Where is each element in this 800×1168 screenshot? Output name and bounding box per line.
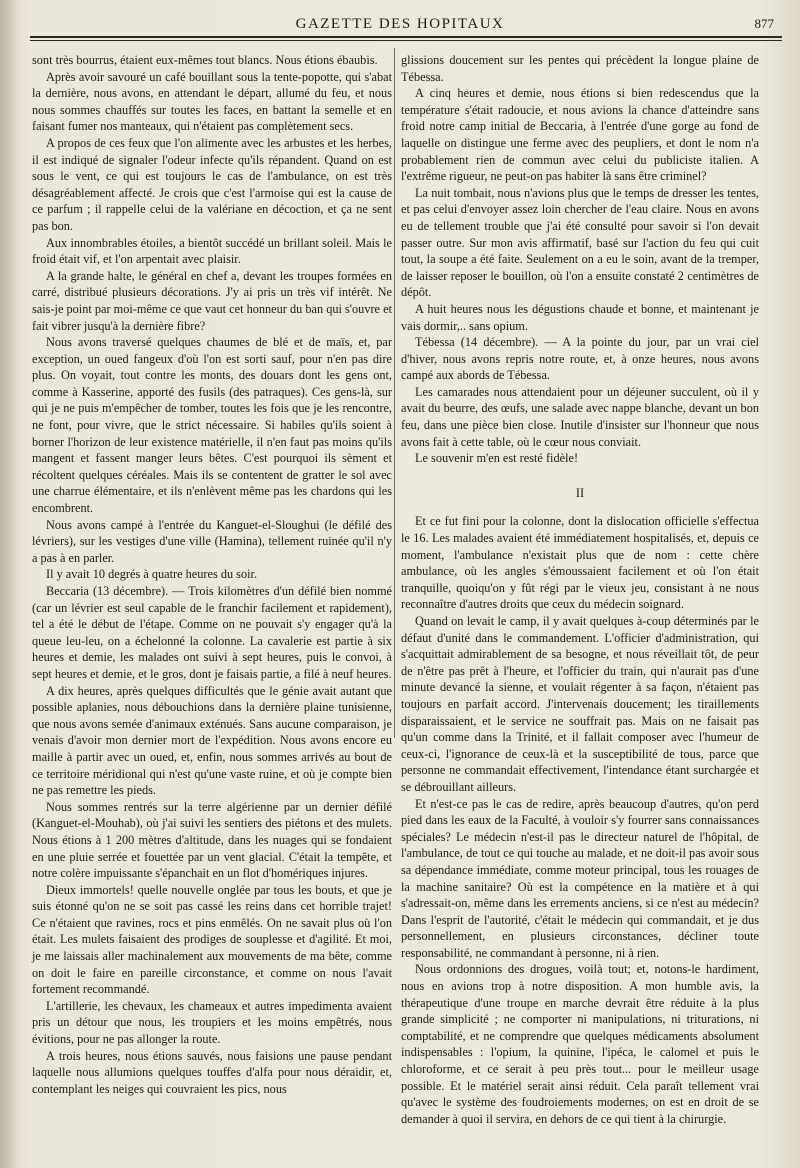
paragraph: A propos de ces feux que l'on alimente avec les arbustes et les herbes, il est indiqué de signaler l'odeur infecte qu'ils répandent. Quand on est sous le vent, ce qui est toujours le cas de l'ambulance, on est très désagréablement affecté. Je crois que c'est l'armoise qui est la cause de ce parfum ; il rappelle celui de la valériane en décoction, et ça ne sent pas bon. xyxy=(32,135,392,233)
section-heading: II xyxy=(575,485,585,500)
paragraph: Nous avons traversé quelques chaumes de blé et de maïs, et, par exception, un oued fangeux d'où l'on est sorti sauf, pour n'en pas dire plus. On voyait, tout contre les monts, des douars dont les gens ont, comme à Kasserine, apporté des fusils (des patraques). Ces gens-là, sur qui je ne puis m'empêcher de tomber, toutes les fois que je les rencontre, ne font, pour vivre, que le strict nécessaire. Si habiles qu'ils soient à borner l'horizon de leur existence matérielle, il n'en faut pas moins qu'ils mangent et fassent manger leurs bêtes. C'est pourquoi ils sèment et récoltent quelques céréales. Mais ils se contentent de gratter le sol avec une charrue élémentaire, et ils n'enlèvent même pas les chardons qui les encombrent. xyxy=(32,335,392,516)
paragraph: Et ce fut fini pour la colonne, dont la dislocation officielle s'effectua le 16. Les malades avaient été immédiatement hospitalisés, et, depuis ce moment, l'ambulance n'existait plus que de nom : cette chère ambulance, où les angles s'émoussaient facilement et où l'on était tranquille, quoiqu'on y fût régi par le vieux jeu, consistant à ne nous reconnaître d'autres droits que ceux du médecin soignard. xyxy=(401,514,759,612)
header-rule-thick xyxy=(30,36,782,38)
paragraph: Beccaria (13 décembre). — Trois kilomètres d'un défilé bien nommé (car un lévrier est seul capable de le franchir facilement et rapidement), tel a été le début de l'étape. Comme on ne pouvait s'y engager qu'à la queue leu-leu, on a échelonné la colonne. La cavalerie est partie à six heures et demie, les malades ont suivi à sept heures, puis le convoi, à sept heures et demie, et le gros, dont je faisais partie, a filé à neuf heures. xyxy=(32,584,392,681)
running-title: GAZETTE DES HOPITAUX xyxy=(295,16,505,32)
paragraph: Le souvenir m'en est resté fidèle! xyxy=(415,451,579,466)
column-divider xyxy=(394,48,395,738)
paragraph: glissions doucement sur les pentes qui précèdent la longue plaine de Tébessa. xyxy=(401,53,759,84)
paragraph: Tébessa (14 décembre). — A la pointe du jour, par un vrai ciel d'hiver, nous avons repris notre route, et, à onze heures, nous avons campé aux abords de Tébessa. xyxy=(401,335,759,383)
paragraph: A trois heures, nous étions sauvés, nous faisions une pause pendant laquelle nous allumions quelques touffes d'alfa pour nous déraidir, et, contemplant les neiges qui couvraient les pics, nous xyxy=(32,1048,392,1096)
paragraph: Les camarades nous attendaient pour un déjeuner succulent, où il y avait du beurre, des œufs, une salade avec nappe blanche, devant un bon feu, dans une pièce bien close. Inutile d'insister sur l'honneur que nous avons fait à cette table, où le cœur nous conviait. xyxy=(401,384,759,449)
header-rule-thin xyxy=(30,40,782,41)
paragraph: A la grande halte, le général en chef a, devant les troupes formées en carré, distribué plusieurs décorations. J'y ai pris un très vif intérêt. Ne sais-je point par moi-même ce que vaut cet honneur du ban qui s'ouvre et fait vibrer jusqu'à la dernière fibre? xyxy=(32,268,392,333)
paragraph: Quand on levait le camp, il y avait quelques à-coup déterminés par le défaut d'unité dans le commandement. L'officier d'administration, qui s'acquittait admirablement de sa besogne, et nous réveillait tôt, de peur de n'être pas prêt à l'heure, et l'officier du train, qui n'aurait pas d'une minute devancé la sienne, et voulait régenter à sa façon, n'étaient pas toujours en parfait accord. J'intervenais doucement; les tiraillements disparaissaient, et le service ne souffrait pas. Mais on ne faisait pas qu'un comme dans la Trinité, et il fallait composer avec l'humeur de ceux-ci, l'ignorance de ceux-là et la susceptibilité de tous, parce que personne ne commandait effectivement, l'intendance étant surchargée et se débrouillant ailleurs. xyxy=(401,614,759,794)
paragraph: La nuit tombait, nous n'avions plus que le temps de dresser les tentes, et pas celui d'envoyer assez loin chercher de l'eau claire. Nous en avons eu de tellement trouble que j'ai été consulté pour savoir si l'on devait passer outre. Sur mon avis affirmatif, basé sur l'action du feu qui cuit tout, la soupe a été faite. Seulement on a eu le soin, avant de la tremper, de laisser reposer le bouillon, où l'on a ensuite constaté 2 centimètres de dépôt. xyxy=(401,185,759,300)
paragraph: Nous ordonnions des drogues, voilà tout; et, notons-le hardiment, nous en avions trop à notre disposition. A mon humble avis, la thérapeutique d'une troupe en marche devrait être réduite à la plus grande simplicité ; ne comporter ni manipulations, ni triturations, ni comptabilité, et ne comprendre que quelques médicaments absolument indispensables : l'opium, la quinine, l'ipéca, le calomel et puis le chloroforme, et ce serait à peu près tout... pour le meilleur usage possible. Et le matériel serait ainsi réduit. Cela paraît tellement vrai qu'avec le système des foudroiements modernes, on est en droit de se demander à quoi il servira, en dehors de ce qui tient à la chirurgie. xyxy=(401,962,759,1126)
paragraph: A huit heures nous les dégustions chaude et bonne, et maintenant je vais dormir,.. sans opium. xyxy=(401,301,759,333)
binding-shadow xyxy=(0,0,18,1168)
paragraph: Nous avons campé à l'entrée du Kanguet-el-Sloughui (le défilé des lévriers), sur les vestiges d'une ville (Hamina), tellement ruinée qu'il n'y a pas à en parler. xyxy=(32,517,392,565)
paragraph: Après avoir savouré un café bouillant sous la tente-popotte, qui s'abat la dernière, nous avons, en attendant le départ, allumé du feu, et nous nous sommes chauffés sur toutes les faces, en battant la semelle et en faisant fumer nos manteaux, qui n'étaient pas complètement secs. xyxy=(32,69,392,134)
paragraph: Aux innombrables étoiles, a bientôt succédé un brillant soleil. Mais le froid était vif, et l'on arpentait avec plaisir. xyxy=(32,235,392,267)
paragraph: sont très bourrus, étaient eux-mêmes tout blancs. Nous étions ébaubis. xyxy=(32,53,378,67)
left-column xyxy=(32,52,392,1097)
paragraph: Et n'est-ce pas le cas de redire, après beaucoup d'autres, qu'on perd pied dans les eaux de la Faculté, à vouloir s'y fourrer sans connaissances spéciales? Le médecin n'est-il pas le directeur naturel de l'hôpital, de l'ambulance, de tout ce qui touche au malade, et ne doit-il pas avoir sous sa dépendance immédiate, comme moteur principal, tous les rouages de la machine sanitaire? Où est la compétence en la matière et à qui s'adressait-on, même dans les errements anciens, si ce n'est au médecin? Dans l'esprit de l'autorité, c'était le médecin qui commandait, et je dus personnellement, en plusieurs circonstances, décliner toute responsabilité, ne commandant à personne, ni à rien. xyxy=(401,796,759,960)
paragraph: Nous sommes rentrés sur la terre algérienne par un dernier défilé (Kanguet-el-Mouhab), où j'ai suivi les sentiers des piétons et des mulets. Nous étions à 1 200 mètres d'altitude, dans les nuages qui se fondaient en une pluie serrée et fouettée par un vent glacial. C'était la tempête, et notre colère impuissante s'épanchait en un flot d'homériques injures. xyxy=(32,799,392,881)
paragraph: L'artillerie, les chevaux, les chameaux et autres impedimenta avaient pris un détour que nous, les troupiers et les moins empêtrés, nous évitions, pour ne pas allonger la route. xyxy=(32,998,392,1047)
paragraph: A cinq heures et demie, nous étions si bien redescendus que la température s'était radoucie, et nous avions la chance d'atteindre sans froid notre camp initial de Beccaria, à l'entrée d'une gorge au fond de laquelle on distingue une ferme avec des peupliers, et dont le nom n'a probablement rien de commun avec celui du publiciste italien. A l'extrême rigueur, ne peut-on pas habiter là sans être criminel? xyxy=(401,86,759,184)
right-column xyxy=(401,52,759,1127)
page-number: 877 xyxy=(754,16,774,31)
page-header xyxy=(20,6,780,36)
paragraph: Dieux immortels! quelle nouvelle onglée par tous les bouts, et que je suis étonné qu'on ne se soit pas cassé les reins dans cet horrible trajet! Ce n'étaient que ravines, rocs et pins enmêlés. On ne savait plus où l'on était. Les mulets faisaient des prodiges de souplesse et d'agilité. Et moi, je me laissais aller machinalement aux mouvements de ma bête, comme on doit le faire en pareille circonstance, et comme on nous l'avait fortement recommandé. xyxy=(32,882,392,997)
paragraph: Il y avait 10 degrés à quatre heures du soir. xyxy=(46,567,258,582)
paragraph: A dix heures, après quelques difficultés que le génie avait autant que possible aplanies, nous débouchions dans la dernière plaine tunisienne, que nous avons semée d'animaux exténués. Sans aucune comparaison, je venais d'avoir mon dernier mort de l'expédition. Nous avons encore eu maille à partir avec un oued, et, enfin, nous sommes arrivés au bout de ce territoire méridional qui n'est qu'une vaste ruine, et où je compte bien ne pas remettre les pieds. xyxy=(32,683,392,798)
